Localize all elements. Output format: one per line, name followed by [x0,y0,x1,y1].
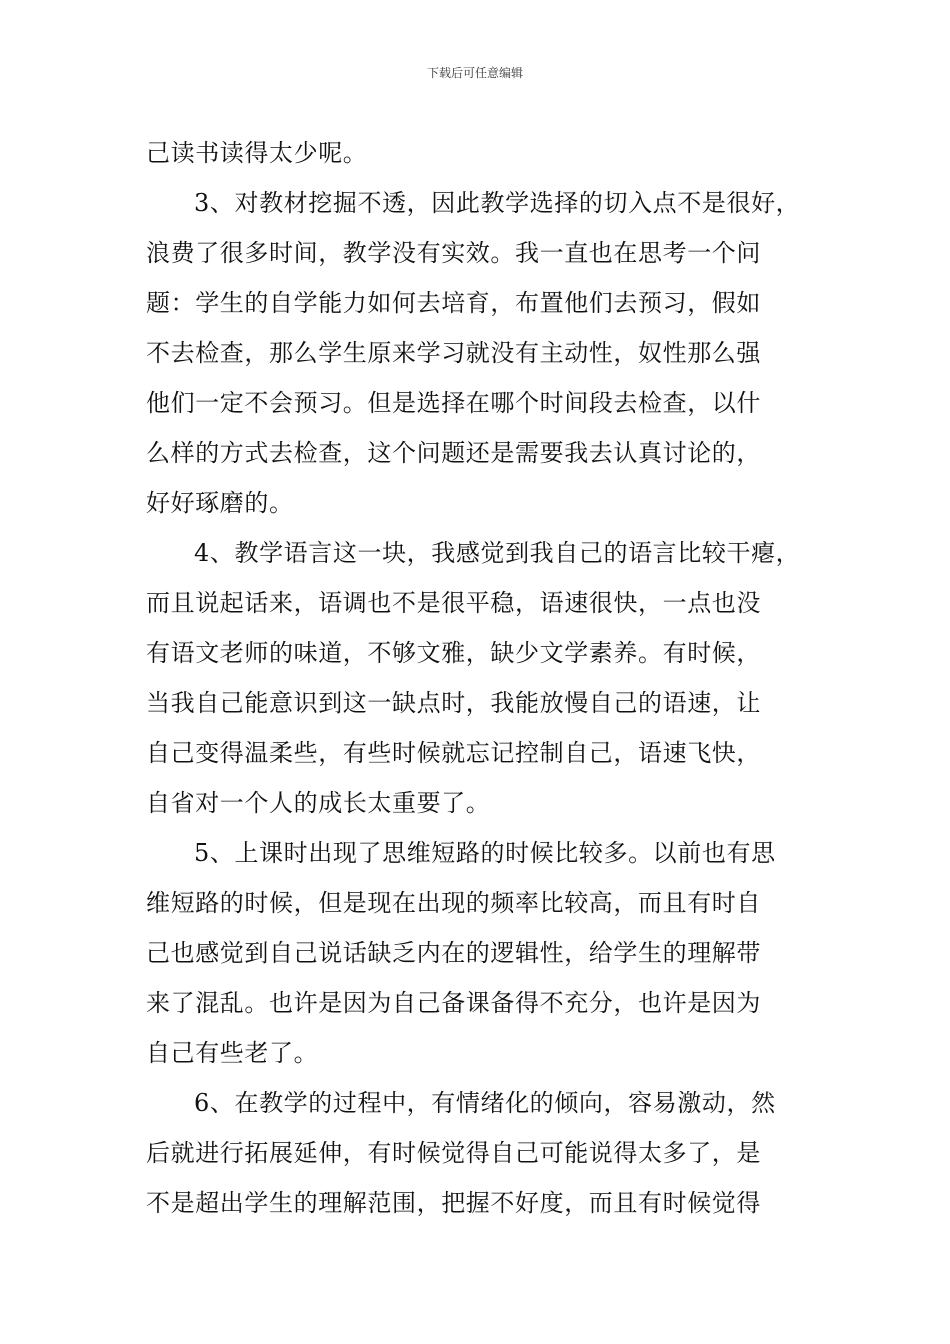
text-line: 题：学生的自学能力如何去培育，布置他们去预习，假如 [146,289,761,317]
text-line: 有语文老师的味道，不够文雅，缺少文学素养。有时候， [146,639,761,667]
text-line: 自己有些老了。 [146,1039,319,1067]
text-line: 不是超出学生的理解范围，把握不好度，而且有时候觉得 [146,1189,761,1217]
paragraph-start-line: 5、上课时出现了思维短路的时候比较多。以前也有思 [194,839,776,867]
document-body [146,128,836,1228]
paragraph-start-line: 6、在教学的过程中，有情绪化的倾向，容易激动，然 [194,1089,776,1117]
text-line: 自省对一个人的成长太重要了。 [146,789,491,817]
text-line: 己也感觉到自己说话缺乏内在的逻辑性，给学生的理解带 [146,939,761,967]
text-line: 好好琢磨的。 [146,489,294,517]
text-line: 当我自己能意识到这一缺点时，我能放慢自己的语速，让 [146,689,761,717]
text-line: 后就进行拓展延伸，有时候觉得自己可能说得太多了，是 [146,1139,761,1167]
text-line: 维短路的时候，但是现在出现的频率比较高，而且有时自 [146,889,761,917]
page-header: 下载后可任意编辑 [426,66,523,80]
text-line: 么样的方式去检查，这个问题还是需要我去认真讨论的， [146,439,761,467]
paragraph-start-line: 4、教学语言这一块，我感觉到我自己的语言比较干瘪， [194,539,801,567]
paragraph-start-line: 3、对教材挖掘不透，因此教学选择的切入点不是很好， [194,189,801,217]
text-line: 来了混乱。也许是因为自己备课备得不充分，也许是因为 [146,989,761,1017]
text-line: 不去检查，那么学生原来学习就没有主动性，奴性那么强 [146,339,761,367]
text-line: 己读书读得太少呢。 [146,139,368,167]
text-line: 他们一定不会预习。但是选择在哪个时间段去检查，以什 [146,389,761,417]
text-line: 浪费了很多时间，教学没有实效。我一直也在思考一个问 [146,239,761,267]
text-line: 而且说起话来，语调也不是很平稳，语速很快，一点也没 [146,589,761,617]
text-line: 自己变得温柔些，有些时候就忘记控制自己，语速飞快， [146,739,761,767]
